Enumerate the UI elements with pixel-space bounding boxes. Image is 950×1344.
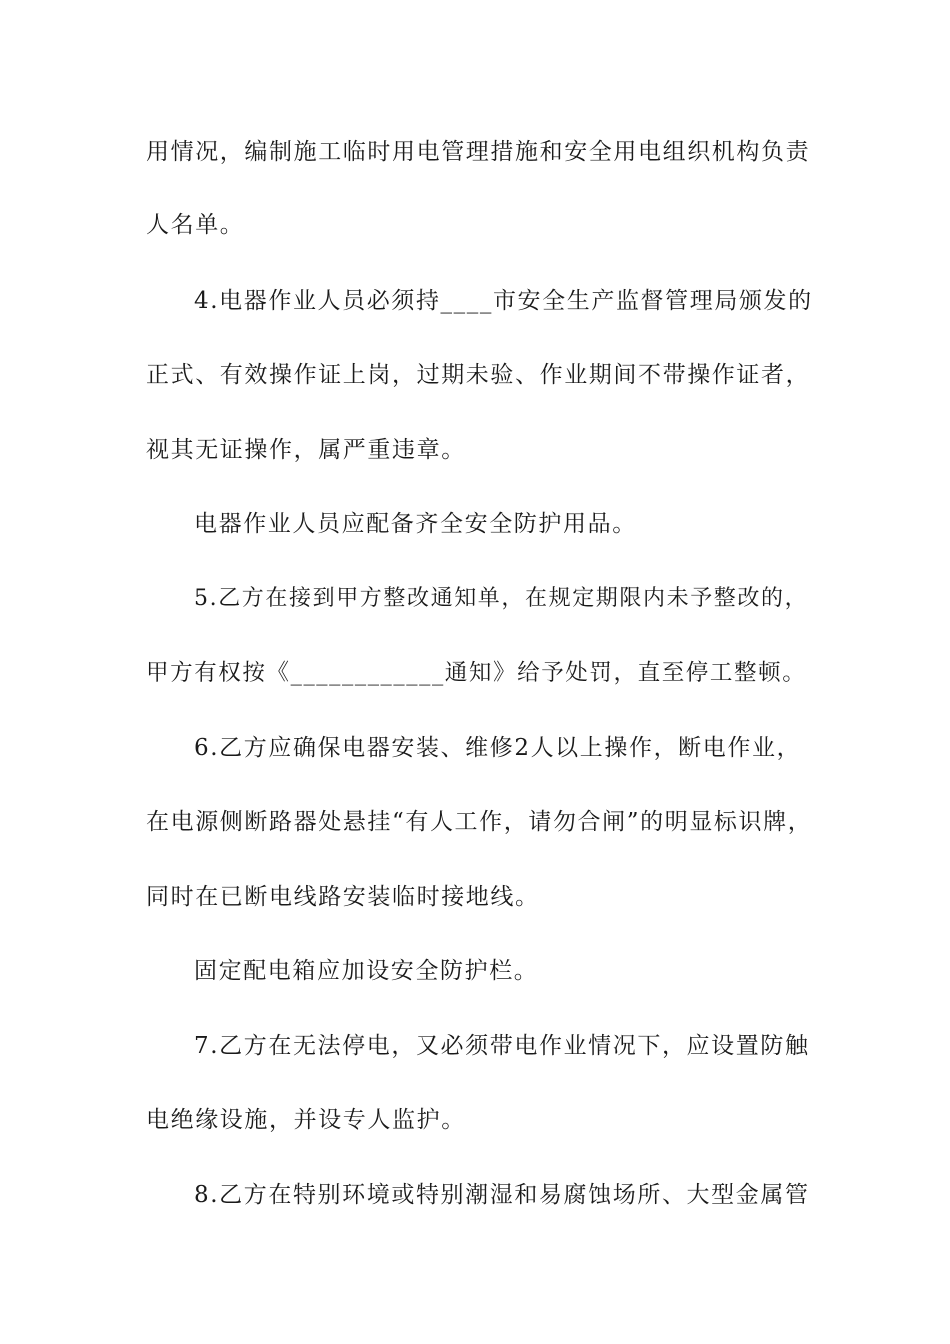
paragraph-line: 7.乙方在无法停电，又必须带电作业情况下，应设置防触 (194, 1033, 810, 1059)
paragraph-line: 固定配电箱应加设安全防护栏。 (194, 958, 539, 984)
paragraph-line: 8.乙方在特别环境或特别潮湿和易腐蚀场所、大型金属管 (194, 1182, 810, 1208)
paragraph-line: 用情况，编制施工临时用电管理措施和安全用电组织机构负责 (146, 139, 811, 165)
paragraph-line: 6.乙方应确保电器安装、维修2人以上操作，断电作业， (194, 735, 802, 761)
paragraph-line: 电器作业人员应配备齐全安全防护用品。 (194, 511, 637, 537)
paragraph-line: 人名单。 (146, 212, 245, 238)
paragraph-line: 正式、有效操作证上岗，过期未验、作业期间不带操作证者， (146, 362, 811, 388)
paragraph-line: 电绝缘设施，并设专人监护。 (146, 1107, 466, 1133)
paragraph-line: 在电源侧断路器处悬挂“有人工作，请勿合闸”的明显标识牌， (146, 809, 813, 835)
paragraph-line: 甲方有权按《____________通知》给予处罚，直至停工整顿。 (146, 660, 807, 686)
paragraph-line: 5.乙方在接到甲方整改通知单，在规定期限内未予整改的， (194, 586, 809, 611)
paragraph-line: 同时在已断电线路安装临时接地线。 (146, 884, 540, 910)
paragraph-line: 4.电器作业人员必须持____市安全生产监督管理局颁发的 (194, 288, 813, 314)
paragraph-line: 视其无证操作，属严重违章。 (146, 437, 466, 463)
